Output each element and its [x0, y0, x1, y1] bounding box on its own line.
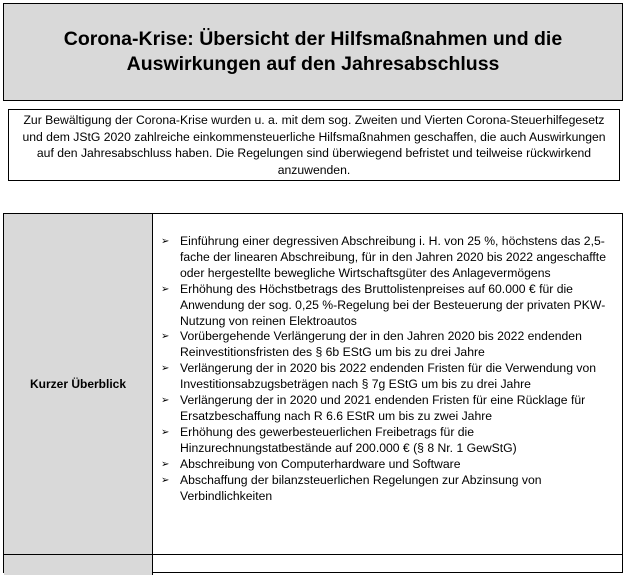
list-item [160, 282, 622, 330]
arrow-bullet-icon: ➢ [161, 474, 170, 486]
overview-list [160, 234, 622, 504]
title-box [3, 3, 623, 101]
list-item-text: Vorübergehende Verlängerung der in den Jahren 2020 bis 2022 endenden Reinvestitionsfristen des § 6b EStG um bis zu drei Jahre [180, 329, 582, 360]
list-item [160, 425, 622, 457]
list-item [160, 457, 622, 473]
list-item-text: Abschreibung von Computerhardware und Software [180, 456, 461, 471]
arrow-bullet-icon: ➢ [161, 426, 170, 438]
intro-box [8, 109, 620, 181]
arrow-bullet-icon: ➢ [161, 236, 170, 247]
overview-row [4, 214, 622, 555]
arrow-bullet-icon: ➢ [161, 363, 170, 375]
next-row-label [4, 555, 153, 575]
list-item [160, 393, 622, 425]
overview-table [3, 213, 623, 573]
arrow-bullet-icon: ➢ [161, 458, 170, 470]
arrow-bullet-icon: ➢ [161, 331, 170, 343]
list-item-text: Einführung einer degressiven Abschreibung i. H. von 25 %, höchstens das 2,5-fache der linearen Abschreibung, für in den Jahren 2020 bis 2022 angeschaffte oder hergestellte bewegliche Wirtschaftsgüter des Anlagevermögens [180, 234, 606, 280]
intro-text: Zur Bewältigung der Corona-Krise wurden u. a. mit dem sog. Zweiten und Vierten Corona-Steuerhilfegesetz und dem JStG 2020 zahlreiche einkommensteuerliche Hilfsmaßnahmen geschaffen, die auch Auswirkungen auf den Jahresabschluss haben. Die Regelungen sind überwiegend befristet und teilweise rückwirkend anzuwenden. [22, 113, 606, 177]
overview-label-text: Kurzer Überblick [29, 377, 127, 391]
list-item-text: Erhöhung des Höchstbetrags des Bruttolistenpreises auf 60.000 € für die Anwendung der sog. 0,25 %-Regelung bei der Besteuerung der privaten PKW-Nutzung von reinen Elektroautos [180, 281, 606, 328]
list-item-text: Verlängerung der in 2020 und 2021 endenden Fristen für eine Rücklage für Ersatzbeschaffung nach R 6.6 EStR um bis zu zwei Jahre [180, 393, 586, 423]
list-item-text: Erhöhung des gewerbesteuerlichen Freibetrags für die Hinzurechnungstatbestände auf 200.000 € (§ 8 Nr. 1 GewStG) [180, 424, 517, 455]
overview-label [4, 214, 153, 554]
list-item [160, 361, 622, 393]
list-item-text: Verlängerung der in 2020 bis 2022 endenden Fristen für die Verwendung von Investitionsabzugsbeträgen nach § 7g EStG um bis zu drei Jahre [180, 361, 597, 392]
list-item [160, 329, 622, 361]
list-item-text: Abschaffung der bilanzsteuerlichen Regelungen zur Abzinsung von Verbindlichkeiten [180, 472, 542, 503]
list-item [160, 234, 622, 282]
page-title: Corona-Krise: Übersicht der Hilfsmaßnahmen und die Auswirkungen auf den Jahresabschluss [63, 28, 563, 75]
arrow-bullet-icon: ➢ [161, 283, 170, 295]
list-item [160, 473, 622, 505]
arrow-bullet-icon: ➢ [161, 395, 170, 407]
